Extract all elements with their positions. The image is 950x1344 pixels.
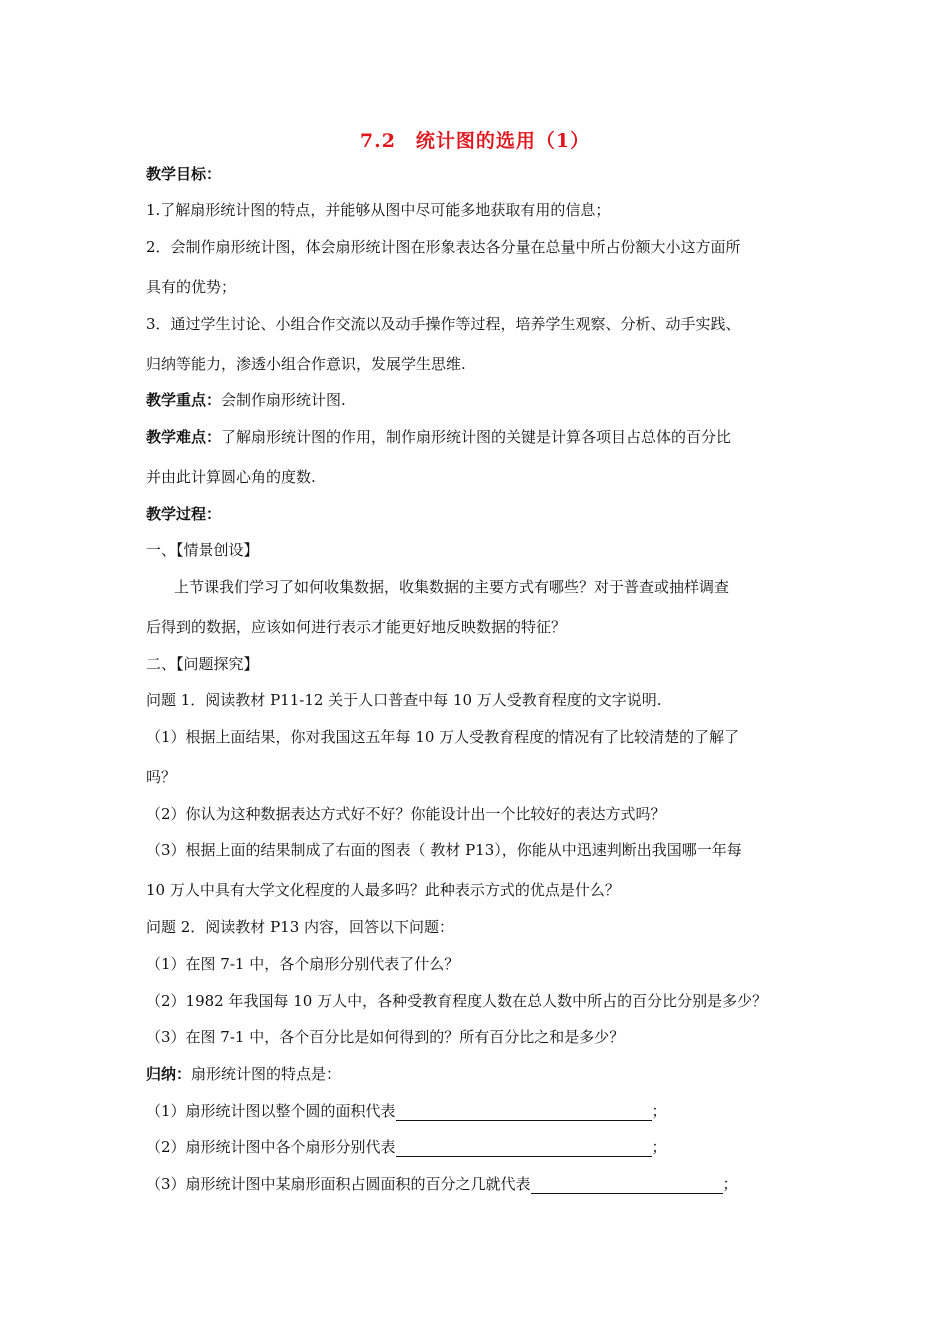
objectives-heading: 教学目标： (146, 165, 222, 183)
summary-item-1-text: （1）扇形统计图以整个圆的面积代表 (146, 1102, 396, 1120)
fill-in-blank-3[interactable] (531, 1177, 723, 1194)
fill-in-blank-2[interactable] (396, 1140, 652, 1157)
summary-item-2-text: （2）扇形统计图中各个扇形分别代表 (146, 1138, 396, 1156)
key-point-text: 会制作扇形统计图. (221, 391, 346, 409)
question-1-1-line-2: 吗？ (146, 768, 177, 786)
difficulty-text-line-2: 并由此计算圆心角的度数. (146, 468, 316, 486)
question-1-1-line-1: （1）根据上面结果，你对我国这五年每 10 万人受教育程度的情况有了比较清楚的了解了 (146, 728, 740, 746)
section-1-para-line-1: 上节课我们学习了如何收集数据，收集数据的主要方式有哪些？对于普查或抽样调查 (174, 578, 730, 596)
summary-item-2-end: ； (651, 1138, 667, 1156)
objective-3-line-2: 归纳等能力，渗透小组合作意识，发展学生思维. (146, 355, 466, 373)
key-point (146, 390, 346, 410)
summary-item-3 (146, 1174, 738, 1194)
summary-item-3-end: ； (722, 1175, 738, 1193)
question-2-1: （1）在图 7-1 中，各个扇形分别代表了什么？ (146, 955, 460, 973)
objective-2-line-1: 2．会制作扇形统计图，体会扇形统计图在形象表达各分量在总量中所占份额大小这方面所 (146, 238, 741, 256)
question-2: 问题 2．阅读教材 P13 内容，回答以下问题： (146, 918, 455, 936)
section-1-para-line-2: 后得到的数据，应该如何进行表示才能更好地反映数据的特征？ (146, 618, 567, 636)
fill-in-blank-1[interactable] (396, 1104, 652, 1121)
process-heading: 教学过程： (146, 505, 222, 523)
difficulty-text-line-1: 了解扇形统计图的作用，制作扇形统计图的关键是计算各项目占总体的百分比 (221, 428, 732, 446)
question-1-3-line-1: （3）根据上面的结果制成了右面的图表（ 教材 P13），你能从中迅速判断出我国哪一年每 (146, 841, 742, 859)
difficulty-label: 教学难点： (146, 428, 222, 446)
objective-1: 1.了解扇形统计图的特点，并能够从图中尽可能多地获取有用的信息； (146, 201, 611, 219)
summary-item-3-text: （3）扇形统计图中某扇形面积占圆面积的百分之几就代表 (146, 1175, 531, 1193)
question-1: 问题 1．阅读教材 P11-12 关于人口普查中每 10 万人受教育程度的文字说明. (146, 691, 662, 709)
summary-item-1-end: ； (651, 1102, 667, 1120)
summary-label: 归纳： (146, 1065, 192, 1083)
summary-item-2 (146, 1137, 667, 1157)
summary (146, 1064, 341, 1084)
summary-text: 扇形统计图的特点是： (191, 1065, 342, 1083)
question-2-3: （3）在图 7-1 中，各个百分比是如何得到的？所有百分比之和是多少？ (146, 1028, 625, 1046)
section-1-heading: 一、【情景创设】 (146, 541, 259, 559)
section-2-heading: 二、【问题探究】 (146, 655, 259, 673)
page-title: 7.2 统计图的选用（1） (359, 130, 591, 152)
question-1-2: （2）你认为这种数据表达方式好不好？你能设计出一个比较好的表达方式吗？ (146, 805, 666, 823)
key-point-label: 教学重点： (146, 391, 222, 409)
objective-3-line-1: 3．通过学生讨论、小组合作交流以及动手操作等过程，培养学生观察、分析、动手实践、 (146, 315, 741, 333)
difficulty (146, 427, 731, 447)
question-1-3-line-2: 10 万人中具有大学文化程度的人最多吗？此种表示方式的优点是什么？ (146, 881, 620, 899)
summary-item-1 (146, 1101, 667, 1121)
objective-2-line-2: 具有的优势； (146, 278, 237, 296)
question-2-2: （2）1982 年我国每 10 万人中，各种受教育程度人数在总人数中所占的百分比分别是多少？ (146, 992, 768, 1010)
